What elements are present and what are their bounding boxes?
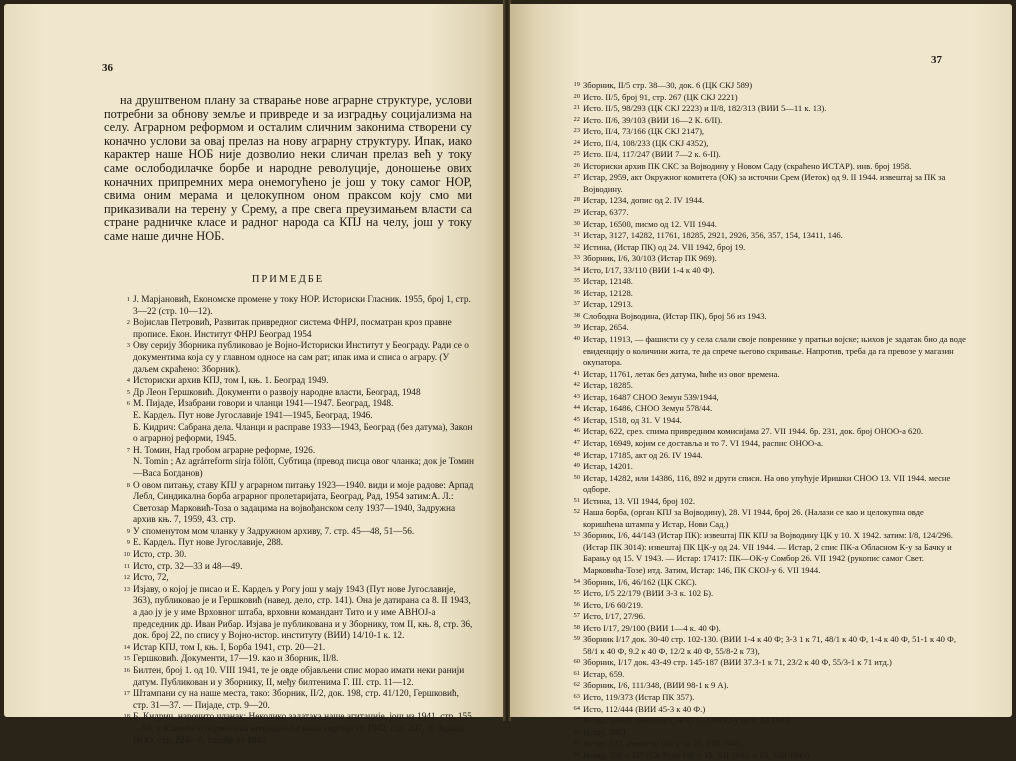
footnote-text: Наша борба, (орган КПЈ за Војводину), 28. VI 1944, број 26. (Налази се као и целокупна овде коришћена штампа у Истар, Нови Сад.) — [583, 507, 924, 529]
page-number-right: 37 — [931, 54, 942, 66]
footnote — [566, 680, 966, 692]
footnote-number: 44 — [573, 404, 580, 412]
footnote-text: Слободна Војводина, (Истар ПК), број 56 из 1943. — [583, 310, 767, 321]
footnote-number: 56 — [573, 600, 580, 608]
footnote-number: 58 — [573, 623, 580, 631]
footnote-number: 16 — [123, 667, 130, 674]
footnote-text: Исто, 72, — [133, 573, 169, 584]
footnote-number: 67 — [573, 739, 580, 747]
footnote-text: Истар, 11761, летак без датума, ћиће из овог времена. — [583, 368, 780, 379]
footnote-text: У споменутом мом чланку у Задружном архиву, 7. стр. 45—48, 51—56. — [133, 526, 415, 537]
footnote-text: Исто, 119/373 (Истар ПК 357). — [583, 691, 695, 702]
footnote — [566, 80, 966, 92]
footnote-text: Истар, 10806, извештај СНОО — ОНОО-у од 4. XI 1943. — [583, 715, 791, 726]
footnote-text: Зборник, II/5 стр. 38—30, док. 6 (ЦК СКЈ 589) — [583, 80, 753, 90]
footnote-text: Б. Кидрич: Сабрана дела. Чланци и расправе 1933—1943, Београд (без датума), Закон о аграрној реформи, 1945. — [133, 422, 473, 445]
footnote-text: Историски архив КПЈ, том I, књ. 1. Београд 1949. — [133, 376, 329, 387]
footnote — [566, 242, 966, 254]
footnote-text: Исто, I/17, 33/110 (ВИИ 1-4 к 40 Ф). — [583, 264, 715, 275]
footnote — [116, 295, 476, 318]
footnote-number: 13 — [123, 585, 130, 593]
footnote — [566, 634, 966, 657]
footnote — [566, 115, 966, 127]
footnote-text: Билтен, број 1. од 10. VIII 1941, те је овде објављени спис морао имати неки ранији датум. Публикован и у Зборнику, II, међу билтенима Г. Ш. стр. 11—12. — [133, 666, 465, 688]
footnote-text: Исто. II/4, 117/247 (ВИИ 7—2 к. 6-II). — [583, 149, 721, 160]
footnote-number: 32 — [573, 242, 580, 250]
footnote — [566, 207, 966, 219]
footnote-number: 36 — [573, 288, 580, 296]
footnote-number: 34 — [573, 265, 580, 273]
footnote-number: 45 — [573, 415, 580, 423]
footnote — [116, 562, 476, 574]
footnote-number: 15 — [123, 655, 130, 663]
footnote — [116, 527, 476, 539]
footnote — [116, 643, 476, 655]
footnote-text: Др Леон Гершковић. Документи о развоју народне власти, Београд, 1948 — [133, 387, 421, 398]
footnote-number: 54 — [573, 577, 580, 585]
footnote-text: Истар, 6377. — [583, 207, 629, 218]
footnote-number: 25 — [573, 150, 580, 158]
footnote-text: О овом питању, ставу КПЈ у аграрном питању 1923—1940. види и моје радове: Арпад Лебл, Синдикална борба аграрног пролетаријата, Београд, Рад, 1954 затим:А. Л.: Светозар Марковић-Тоза о задацима на војвођанском селу 1937—1940, Задружна архив књ. 7, 1959, 43. стр. — [133, 480, 474, 526]
footnote — [566, 727, 966, 739]
footnote-number — [116, 423, 133, 446]
footnote-number: 59 — [573, 635, 580, 643]
footnote — [116, 446, 476, 458]
footnote-text: Истар, 16949, којим се доставља и то 7. VI 1944, распис ОНОО-а. — [583, 437, 824, 448]
footnote-number: 5 — [126, 388, 130, 396]
footnote — [116, 550, 476, 562]
footnote-number: 30 — [573, 219, 580, 227]
footnote-text: Истар, 14201. — [583, 461, 633, 472]
footnote — [116, 341, 476, 376]
footnote-number: 6 — [126, 400, 130, 408]
footnote-text: Истар, 12128. — [583, 287, 633, 298]
footnote-text: Истар, 16500, писмо од 12. VII 1944. — [583, 218, 717, 229]
footnote-text: Зборник, I/6, 30/103 (Истар ПК 969). — [583, 253, 717, 264]
footnote-text: Истар КПЈ, том I, књ. I, Борба 1941, стр. 20—21. — [133, 642, 326, 653]
footnote-number: 42 — [573, 381, 580, 389]
footnote-text: Исто, I/6 60/219. — [583, 599, 643, 610]
footnote-number: 24 — [573, 138, 580, 146]
footnote-number: 2 — [126, 319, 130, 327]
footnote — [566, 600, 966, 612]
footnote-text: Истар, 18285. — [583, 380, 633, 391]
footnote-text: М. Пијаде, Изабрани говори и чланци 1941—1947. Београд, 1948. — [133, 399, 394, 410]
footnote-text: Зборник, I/17 док. 43-49 стр. 145-187 (ВИИ 37.3-1 к 71, 23/2 к 40 Ф, 55/3-1 к 71 итд.) — [583, 657, 892, 668]
footnote-number: 22 — [573, 115, 580, 123]
footnote-number: 39 — [573, 323, 580, 331]
footnote-number: 26 — [573, 161, 580, 169]
footnote-text: N. Tomin ; Az agrárreform sírja fölött, Субтица (превод писца овог чланка; док је Томин—Васа Богданов) — [133, 457, 474, 479]
footnote-number: 27 — [573, 173, 580, 181]
footnote-text: Исто. II/5, број 91, стр. 267 (ЦК СКЈ 2221) — [583, 91, 738, 102]
footnote-text: Истар, 12913. — [583, 299, 633, 310]
footnote — [566, 738, 966, 750]
footnote-text: Исто. II/5, 98/293 (ЦК СКЈ 2223) и II/8, 182/313 (ВИИ 5—11 к. 13). — [583, 103, 827, 114]
footnote-number: 28 — [573, 196, 580, 204]
footnote — [116, 388, 476, 400]
footnote — [566, 611, 966, 623]
footnote-number: 3 — [126, 342, 130, 350]
footnote — [566, 496, 966, 508]
footnote-number — [116, 457, 133, 480]
footnote-text: Ову серију Зборника публиковао је Војно-Историски Институт у Београду. Ради се о документима која су у главном односе на сам рат; ипак има и списа о аграру. (У даљем скраћено: Зборник). — [133, 341, 469, 375]
footnote-text: Истина, (Истар ПК) од 24. VII 1942, број 19. — [583, 241, 746, 252]
footnote-text: Исто, 112/444 (ВИИ 45-3 к 40 Ф.) — [583, 703, 706, 714]
footnote — [116, 712, 476, 747]
footnote-text: Војислав Петровић, Развитак привредног система ФНРЈ, посматран кроз правне прописе. Екон. Институт ФНРЈ Београд 1954 — [133, 318, 452, 340]
footnote-number: 47 — [573, 438, 580, 446]
footnote — [566, 530, 966, 576]
footnote-number: 14 — [123, 643, 130, 651]
footnote-number: 57 — [573, 612, 580, 620]
footnote-number: 7 — [126, 446, 130, 454]
footnote-text: Истар, 1518, од 31. V 1944. — [583, 414, 682, 425]
footnote-text: Штампани су на наше места, тако: Зборник, II/2, док. 198, стр. 41/120, Гершковић, стр. 31—37. — Пијаде, стр. 9—20. — [133, 689, 459, 711]
footnote — [566, 126, 966, 138]
footnote — [566, 577, 966, 589]
footnote — [566, 369, 966, 381]
footnote-text: Истар, 1234, допис од 2. IV 1944. — [583, 195, 705, 206]
footnote-number: 65 — [573, 716, 580, 724]
footnote — [566, 704, 966, 716]
footnote-number: 12 — [123, 574, 130, 582]
footnote-number: 18 — [123, 713, 130, 721]
footnote — [566, 415, 966, 427]
footnote-text: Гершковић. Документи, 17—19. као и Зборник, II/8. — [133, 654, 339, 665]
footnote — [116, 666, 476, 689]
footnote-number: 40 — [573, 335, 580, 343]
footnote-text: Зборник, I/6, 44/143 (Истар ПК): извештај ПК КПЈ за Војводину ЦК у 10. X 1942. затим: I/8, 124/296. (Истар ПК 3014): извештај ПК ЦК-у од 24. VII 1944. — Истар, 2 спис ПК-а Обласном К-у за Бачку и Барању од 15. V 1943. — Истар: 17417: ПК—ОК-у Сомбор 26. VII 1942 (рукопис самог Свет. Марковића-Тозе) итд. Затим, Истар: 146, ПК СКОЈ-у 6. VII 1944. — [583, 530, 953, 575]
footnote-text: Истар, 2959, акт Окружног комитета (ОК) за источни Срем (Иеток) од 9. II 1944. извештај за ПК за Војводину. — [583, 172, 946, 194]
footnote-number: 38 — [573, 311, 580, 319]
footnote-text: Истар, 14282, или 14386, 116, 892 и други списи. На ово упућује Иришки СНОО 13. VII 1944. месне одборе. — [583, 472, 951, 495]
footnote-number: 29 — [573, 208, 580, 216]
footnote-number: 19 — [573, 81, 580, 88]
footnote — [566, 380, 966, 392]
footnote — [566, 426, 966, 438]
footnote — [566, 265, 966, 277]
footnote — [566, 92, 966, 104]
footnote — [566, 392, 966, 404]
footnote-number: 8 — [126, 481, 130, 489]
footnote-number: 62 — [573, 681, 580, 689]
footnote-number: 17 — [123, 690, 130, 698]
footnote-text: Истар, 3127, 14282, 11761, 18285, 2921, 2926, 356, 357, 154, 13411, 146. — [583, 230, 843, 241]
footnote — [566, 311, 966, 323]
right-page — [510, 4, 1012, 760]
footnote-number: 52 — [573, 508, 580, 516]
footnote-number: 53 — [573, 531, 580, 539]
footnote — [116, 411, 476, 423]
footnote-text: Истар, 17185, акт од 26. IV 1944. — [583, 449, 703, 460]
footnote-number: 37 — [573, 300, 580, 308]
footnote — [116, 573, 476, 585]
footnote-text: Исто, II/4, 73/166 (ЦК СКЈ 2147), — [583, 126, 705, 137]
footnote — [566, 692, 966, 704]
main-paragraph: на друштвеном плану за стварање нове аграрне структуре, услови потребни за обнову земље и привреде и за изградњу социјализма на селу. Аграрном реформом и осталим сличним законима створени су коначно услови за овај прелаз на нову аграрну структуру. Ипак, иако карактер наше НОБ није дозволио неки сличан прелаз већ у току саме ослободилачке борбе и народне револуције, доношење ових коначних припремних мера онемогућено је још у току самог НОР, свима оним мерама и целокупном оном праксом коју смо ми приказивали на терену у Срему, а пре свега преузимањем власти са стране радничке класе и радног народа са КПЈ на челу, још у току саме наше дичне НОБ. — [104, 93, 472, 243]
footnote — [566, 403, 966, 415]
footnote-text: Зборник I/17 док. 30-40 стр. 102-130. (ВИИ 1-4 к 40 Ф; 3-3 1 к 71, 48/1 к 40 Ф, 1-4 к 40 Ф, 51-1 к 40 Ф, 58/1 к 40 Ф, 9.2 к 40 Ф, 12/2 к 40 Ф, 55/8-2 к 73), — [583, 634, 956, 656]
footnote — [566, 103, 966, 115]
footnote-text: Истар, 2654. — [583, 322, 629, 333]
footnote — [566, 657, 966, 669]
footnote — [116, 481, 476, 527]
footnote-number: 68 — [573, 750, 580, 758]
footnote-number: 1 — [126, 296, 130, 303]
footnote — [566, 161, 966, 173]
footnote — [116, 538, 476, 550]
footnote-text: Е. Кардељ. Пут нове Југославије, 288. — [133, 538, 284, 549]
footnote-text: Н. Томин, Над гробом аграрне реформе, 1926. — [133, 445, 316, 456]
footnote-number: 9 — [126, 527, 130, 535]
footnote-number: 46 — [573, 427, 580, 435]
footnote — [566, 669, 966, 681]
main-text — [104, 94, 472, 244]
footnote — [566, 507, 966, 530]
footnote — [116, 457, 476, 480]
footnote — [566, 276, 966, 288]
notes-heading: ПРИМЕДБЕ — [251, 274, 325, 285]
footnote-number: 9 — [126, 539, 130, 547]
footnote-text: Историски архив ПК СКС за Војводину у Новом Саду (скраћено ИСТАР). инв. број 1958. — [583, 160, 912, 171]
footnote — [566, 322, 966, 334]
footnote-number: 4 — [126, 377, 130, 385]
footnote-number: 50 — [573, 473, 580, 481]
footnote — [566, 138, 966, 150]
footnote-number: 63 — [573, 692, 580, 700]
footnote — [116, 399, 476, 411]
footnote — [566, 172, 966, 195]
footnote-number: 20 — [573, 92, 580, 100]
footnote-text: Истар, 16487 СНОО Земун 539/1944, — [583, 391, 719, 402]
footnote-text: Исто. II/6, 39/103 (ВИИ 16—2 К. 6/II). — [583, 114, 723, 125]
footnote — [566, 299, 966, 311]
footnote-number: 60 — [573, 658, 580, 666]
footnote-number: 51 — [573, 496, 580, 504]
footnote-text: Изјаву, о којој је писао и Е. Кардељ у Рогу још у мају 1943 (Пут нове Југославије, 363), публиковао је и Гершковић (навед. дело, стр. 141). Она је датирана са 8. II 1943, а дао ју је у име Врховног штаба, врховни командант Тито и у име AВНОЈ-а председник др. Иван Рибар. Изјава је публикована и у Зборнику, том II, књ. 8, стр. 36, док. број 22, по спису у Војно-истор. институту (ВИИ) 14/10-1 к. 12. — [133, 584, 473, 642]
footnote-text: Истар, 137, извештај ОК-у од 26. VIII 1943. — [583, 738, 743, 749]
footnote — [566, 195, 966, 207]
footnote-text: Исто, II/4, 108/233 (ЦК СКЈ 4352), — [583, 137, 709, 148]
footnote-text: Истар, 2921. — [583, 726, 629, 737]
footnote-text: Зборник, I/6, 111/348, (ВИИ 98-1 к 9 А). — [583, 680, 729, 691]
footnote-number: 61 — [573, 669, 580, 677]
footnote-number: 55 — [573, 589, 580, 597]
footnote — [566, 623, 966, 635]
footnote — [566, 588, 966, 600]
footnote-number: 10 — [123, 551, 130, 559]
notes-list-left — [116, 295, 476, 747]
footnote — [566, 750, 966, 761]
footnote — [116, 318, 476, 341]
footnote-number: 48 — [573, 450, 580, 458]
footnote-text: Истар, 659. — [583, 668, 625, 679]
footnote-text: Истар, 16486, СНОО Земун 578/44. — [583, 403, 713, 414]
footnote — [116, 689, 476, 712]
footnote-text: Исто, I/17, 27/96. — [583, 611, 646, 622]
footnote-text: Истина, 13. VII 1944, број 102. — [583, 495, 696, 506]
footnote-text: Истар, 12148. — [583, 276, 633, 287]
footnote-text: Исто, стр. 30. — [133, 550, 187, 561]
footnote-text: Исто I/17, 29/100 (ВИИ 1—4 к. 40 Ф). — [583, 622, 721, 633]
footnote — [566, 288, 966, 300]
footnote-number: 49 — [573, 462, 580, 470]
footnote — [566, 715, 966, 727]
footnote-number: 35 — [573, 277, 580, 285]
footnote — [116, 654, 476, 666]
footnote-text: Истар, 11913, — фашисти су у села слали своје повренике у пратњи војске; њихов је задатак био да воде евиденцију о количини жита, те да спрече његово скривање. Напротив, треба да га превозе у магазин окупатора. — [583, 334, 966, 368]
footnote-number: 31 — [573, 231, 580, 239]
footnote — [566, 253, 966, 265]
footnote-text: Истар, 356 и 357 (СК Рума ОК-у 15. VII 1943. и 15. VIII 1943). — [583, 749, 812, 760]
footnote — [566, 230, 966, 242]
footnote — [116, 376, 476, 388]
footnote — [566, 450, 966, 462]
footnote-number: 64 — [573, 704, 580, 712]
footnote-text: Зборник, I/6, 46/162 (ЦК СКС). — [583, 576, 697, 587]
notes-list-right — [566, 80, 966, 761]
footnote-number — [116, 411, 133, 423]
footnote-number: 43 — [573, 392, 580, 400]
footnote-text: Е. Кардељ. Пут нове Југославије 1941—1945, Београд, 1946. — [133, 410, 373, 421]
page-number-left: 36 — [102, 62, 113, 74]
footnote-number: 11 — [123, 562, 130, 570]
footnote-text: Исто, стр. 32—33 и 48—49. — [133, 561, 243, 572]
footnote-number: 23 — [573, 127, 580, 135]
footnote-text: Исто, I/5 22/179 (ВИИ 3-3 к. 102 Б). — [583, 588, 714, 599]
footnote — [566, 219, 966, 231]
footnote — [566, 334, 966, 369]
left-page — [4, 4, 504, 746]
footnote-text: Истар, 622, срез. спима привредним комисијама 27. VII 1944. бр. 231, док. број ОНОО-а 620. — [583, 426, 924, 437]
footnote — [566, 461, 966, 473]
footnote — [566, 473, 966, 496]
footnote — [566, 149, 966, 161]
footnote-number: 41 — [573, 369, 580, 377]
footnote-number: 66 — [573, 727, 580, 735]
footnote-text: Ј. Марјановић, Економске промене у току НОР. Историски Гласник. 1955, број 1, стр. 3—22 (стр. 10—12). — [133, 295, 471, 317]
footnote — [116, 423, 476, 446]
footnote — [566, 438, 966, 450]
footnote-text: Б. Кидрич, нарочито чланак: Неколико задатака наше агитације, још из 1941. стр. 155—56, и Клевете и подметања непријатеља наше партије из 1942, стр. 207, те Задаци НОО, стр. 224—5, такође из 1942. — [133, 712, 472, 746]
footnote-number: 21 — [573, 104, 580, 112]
footnote — [116, 585, 476, 643]
footnote-number: 33 — [573, 254, 580, 262]
